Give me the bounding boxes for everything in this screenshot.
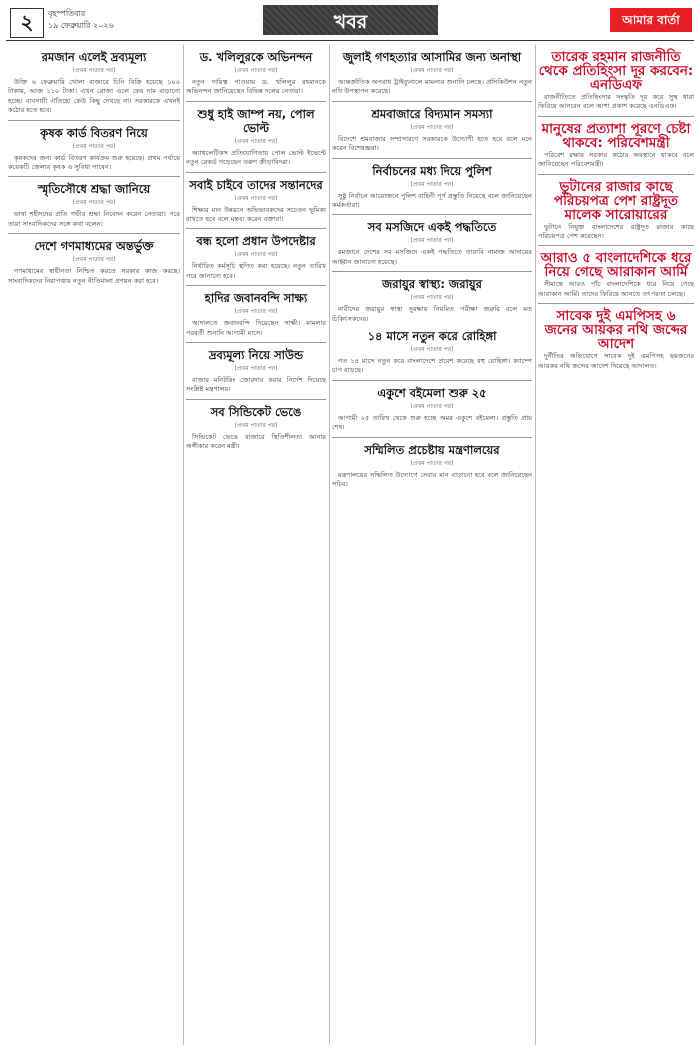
- article-headline[interactable]: হাদির জবানবন্দি সাক্ষ্য: [204, 291, 308, 306]
- article-headline[interactable]: দেশে গণমাধ্যমের অন্তর্ভুক্ত: [34, 239, 154, 254]
- article-body: [186, 78, 326, 97]
- page-number: ২: [10, 8, 44, 38]
- article-text: আন্তর্জাতিক অপরাধ ট্রাইব্যুনালে মামলার শুনানি চলছে। প্রসিকিউশন নতুন নথি উপস্থাপন করেছে।: [332, 78, 532, 96]
- article-text: শিক্ষার মান উন্নয়নে অভিভাবকদের সচেতন ভূমিকা রাখতে হবে বলে মন্তব্য করেন বক্তারা।: [186, 205, 326, 224]
- article: [538, 245, 694, 299]
- article-text: মন্ত্রণালয়ের সম্মিলিত উদ্যোগে সেবার মান বাড়ানো হবে বলে জানিয়েছেন সচিব।: [332, 470, 532, 489]
- continuation-note: (প্রথম পাতার পর): [410, 180, 454, 188]
- article-separator: [332, 101, 532, 102]
- article-separator: [8, 233, 180, 234]
- article-body: [538, 352, 694, 371]
- continuation-note: (প্রথম পাতার পর): [234, 194, 278, 202]
- article: [8, 233, 180, 286]
- article: [186, 228, 326, 281]
- article-text: অ্যাথলেটিকস প্রতিযোগিতায় পোল ভোল্ট ইভেন্টে নতুন রেকর্ড গড়েছেন তরুণ ক্রীড়াবিদরা।: [186, 148, 326, 167]
- article-headline[interactable]: সাবেক দুই এমপিসহ ৬ জনের আয়কর নথি জব্দের আদেশ: [544, 308, 688, 353]
- column-divider: [329, 45, 330, 1045]
- continuation-note: (প্রথম পাতার পর): [234, 421, 278, 429]
- article-headline[interactable]: নির্বাচনের মধ্য দিয়ে পুলিশ: [372, 163, 492, 178]
- article-headline[interactable]: সব সিন্ডিকেট ভেঙে: [210, 404, 302, 419]
- continuation-note: (প্রথম পাতার পর): [410, 123, 454, 131]
- continuation-note: (প্রথম পাতার পর): [234, 137, 278, 145]
- article-headline[interactable]: দ্রব্যমূল্য নিয়ে সাউন্ড: [208, 348, 304, 363]
- article-text: উক্তি ৬ ফেব্রুয়ারি খোলা বাজারে চিনি বিক্রি হয়েছে ১০০ টাকায়, আজ ১১০ টাকা। এখন রোজা এলে ফের দাম বাড়ানো হচ্ছে। ব্যবসায়ী ঐতিহ্যে কেউ কিছু দেখছে না। সরকারকে এখনই কঠোর হতে হবে।: [8, 78, 180, 115]
- article: [332, 437, 532, 490]
- article-body: [332, 192, 532, 211]
- continuation-note: (প্রথম পাতার পর): [410, 402, 454, 410]
- article-headline[interactable]: কৃষক কার্ড বিতরণ নিয়ে: [40, 125, 148, 140]
- article-separator: [186, 101, 326, 102]
- column-4: [538, 45, 694, 1045]
- continuation-note: (প্রথম পাতার পর): [410, 346, 454, 354]
- article-separator: [538, 245, 694, 246]
- article-body: [186, 206, 326, 225]
- article-separator: [538, 116, 694, 117]
- article-text: সীমান্তে আরও পাঁচ বাংলাদেশিকে ধরে নিয়ে গেছে আরাকান আর্মি। তাদের ফিরিয়ে আনতে তৎপরতা চলছে।: [538, 280, 694, 298]
- continuation-note: (প্রথম পাতার পর): [234, 365, 278, 373]
- article: [186, 399, 326, 452]
- column-divider: [183, 45, 184, 1045]
- article-headline[interactable]: শ্রমবাজারে বিদ্যমান সমস্যা: [371, 106, 493, 121]
- article: [186, 172, 326, 225]
- continuation-note: (প্রথম পাতার পর): [72, 199, 116, 207]
- article-headline[interactable]: ১৪ মাসে নতুন করে রোহিঙ্গা: [367, 329, 497, 344]
- continuation-note: (প্রথম পাতার পর): [72, 67, 116, 74]
- article: [538, 174, 694, 242]
- article-body: [8, 154, 180, 173]
- article: [332, 101, 532, 154]
- article-body: [186, 433, 326, 452]
- article-separator: [186, 285, 326, 286]
- article-text: বাজার মনিটরিং জোরদার করার নির্দেশ দিয়েছে সংশ্লিষ্ট মন্ত্রণালয়।: [186, 376, 326, 394]
- article: [8, 176, 180, 229]
- article-body: [186, 376, 326, 395]
- article-text: নারীদের জরায়ুর স্বাস্থ্য সুরক্ষায় নিয়মিত পরীক্ষা জরুরি বলে মত চিকিৎসকদের।: [332, 305, 532, 323]
- article-text: সিন্ডিকেট ভেঙে বাজারে স্থিতিশীলতা আনার অঙ্গীকার করেন মন্ত্রী।: [186, 432, 326, 451]
- continuation-note: (প্রথম পাতার পর): [234, 308, 278, 316]
- article-body: [332, 414, 532, 433]
- article: [538, 50, 694, 112]
- article-headline[interactable]: রমজান এলেই দ্রব্যমূল্য: [41, 50, 147, 64]
- article-text: আদালতে জবানবন্দি দিয়েছেন সাক্ষী। মামলার পরবর্তী শুনানি আগামী মাসে।: [186, 319, 326, 337]
- article-text: কৃষকদের জন্য কার্ড বিতরণ কার্যক্রম শুরু হয়েছে। প্রথম পর্যায়ে কয়েকটি জেলার কৃষক এ সুবিধা পাবেন।: [8, 153, 180, 172]
- header-rule: [6, 40, 694, 41]
- article: [332, 380, 532, 433]
- article-separator: [332, 214, 532, 215]
- article-headline[interactable]: একুশে বইমেলা শুরু ২৫: [377, 385, 487, 400]
- article: [332, 214, 532, 267]
- article-headline[interactable]: জুলাই গণহত্যার আসামির জন্য অনাস্থা: [342, 50, 522, 64]
- page-header: [0, 0, 700, 40]
- article: [186, 342, 326, 395]
- article-text: ভুটানে নিযুক্ত বাংলাদেশের রাষ্ট্রদূত রাজার কাছে পরিচয়পত্র পেশ করেছেন।: [538, 222, 694, 241]
- article-body: [538, 93, 694, 112]
- continuation-note: (প্রথম পাতার পর): [410, 294, 454, 302]
- article-body: [332, 471, 532, 490]
- article: [332, 158, 532, 211]
- article-separator: [186, 342, 326, 343]
- article: [538, 116, 694, 170]
- article: [332, 329, 532, 376]
- article-headline[interactable]: শুধু হাই জাম্প নয়, পোল ভোল্ট: [197, 106, 315, 135]
- article: [186, 285, 326, 338]
- article: [186, 50, 326, 97]
- article-separator: [8, 120, 180, 121]
- article-headline[interactable]: জরায়ুর স্বাস্থ্য: জরায়ুর: [382, 277, 482, 292]
- article-body: [538, 223, 694, 242]
- article-body: [332, 78, 532, 97]
- article: [8, 120, 180, 173]
- article-text: ভাষা শহীদদের প্রতি গভীর শ্রদ্ধা নিবেদন করেন নেতারা। পরে তারা সাংবাদিকদের সঙ্গে কথা বলেন।: [8, 210, 180, 228]
- continuation-note: (প্রথম পাতার পর): [410, 67, 454, 74]
- column-divider: [535, 45, 536, 1045]
- article-text: গত ১৪ মাসে নতুন করে বাংলাদেশে প্রবেশ করেছে বহু রোহিঙ্গা। ক্যাম্পে চাপ বাড়ছে।: [332, 357, 532, 375]
- article: [332, 50, 532, 97]
- article-headline[interactable]: সব মসজিদে একই পদ্ধতিতে: [367, 220, 497, 235]
- article-text: রাজনীতিতে প্রতিহিংসার সংস্কৃতি দূর করে সুস্থ ধারা ফিরিয়ে আনবেন বলে আশা প্রকাশ করেছে এনডিএফ।: [538, 93, 694, 111]
- article-headline[interactable]: ড. খলিলুরকে অভিনন্দন: [199, 50, 313, 64]
- article-body: [186, 319, 326, 338]
- article-body: [332, 305, 532, 324]
- article-headline[interactable]: স্মৃতিসৌধে শ্রদ্ধা জানিয়ে: [37, 182, 151, 197]
- header-date: [48, 8, 114, 32]
- continuation-note: (প্রথম পাতার পর): [234, 251, 278, 259]
- article-separator: [332, 437, 532, 438]
- article-separator: [332, 158, 532, 159]
- article-headline[interactable]: সম্মিলিত প্রচেষ্টায় মন্ত্রণালয়ের: [364, 442, 500, 457]
- weekday: বৃহস্পতিবার: [48, 9, 86, 18]
- article-headline[interactable]: বন্ধ হলো প্রধান উপদেষ্টার: [196, 234, 316, 249]
- article-headline[interactable]: আরাও ৫ বাংলাদেশিকে ধরে নিয়ে গেছে আরাকান আর্মি: [540, 250, 692, 281]
- article-body: [8, 210, 180, 229]
- article-text: রমজানে দেশের সব মসজিদে একই পদ্ধতিতে তারাবি নামাজ আদায়ের আহ্বান জানানো হয়েছে।: [332, 248, 532, 266]
- article-text: বিদেশে শ্রমবাজার সম্প্রসারণে সরকারকে উদ্যোগী হতে হবে বলে মনে করেন বিশেষজ্ঞরা।: [332, 134, 532, 153]
- article-separator: [8, 176, 180, 177]
- newspaper-logo: আমার বার্তা: [610, 8, 692, 32]
- column-3-bottom: [332, 329, 532, 489]
- article-body: [332, 357, 532, 376]
- date: ১৯ ফেব্রুয়ারি ২০২৬: [48, 21, 114, 30]
- continuation-note: (প্রথম পাতার পর): [72, 142, 116, 150]
- article-separator: [538, 303, 694, 304]
- continuation-note: (প্রথম পাতার পর): [410, 237, 454, 245]
- article-separator: [186, 172, 326, 173]
- continuation-note: (প্রথম পাতার পর): [72, 256, 116, 264]
- continuation-note: (প্রথম পাতার পর): [410, 459, 454, 467]
- article-text: নতুন দায়িত্ব পাওয়ায় ড. খলিলুর রহমানকে অভিনন্দন জানিয়েছেন বিভিন্ন দলের নেতারা।: [186, 78, 326, 96]
- column-1: [8, 45, 180, 1045]
- article-body: [8, 78, 180, 116]
- column-2: [186, 45, 326, 1045]
- section-title: খবর: [333, 11, 368, 33]
- article-body: [332, 135, 532, 154]
- article-text: গণমাধ্যমের স্বাধীনতা নিশ্চিত করতে সরকার কাজ করছে। সাংবাদিকদের নিরাপত্তায় নতুন নীতিমালা প্রণয়ন করা হবে।: [8, 267, 180, 285]
- article-text: পরিবেশ রক্ষায় সরকার কঠোর অবস্থানে থাকবে বলে জানিয়েছেন পরিবেশমন্ত্রী।: [538, 150, 694, 169]
- article-body: [186, 149, 326, 168]
- article-text: সুষ্ঠু নির্বাচন আয়োজনে পুলিশ বাহিনী পূর্ণ প্রস্তুতি নিয়েছে বলে জানিয়েছেন কর্মকর্তারা।: [332, 191, 532, 210]
- article-separator: [186, 228, 326, 229]
- article-separator: [332, 271, 532, 272]
- article-body: [186, 262, 326, 281]
- article-headline[interactable]: মানুষের প্রত্যাশা পূরণে চেষ্টা থাকবে: পরিবেশমন্ত্রী: [541, 120, 691, 151]
- section-banner: [263, 5, 438, 35]
- article-body: [8, 267, 180, 286]
- article-headline[interactable]: ভুটানের রাজার কাছে পরিচয়পত্র পেশ রাষ্ট্রদূত মালেক সারোয়ারের: [554, 178, 678, 223]
- article: [8, 50, 180, 116]
- article-separator: [538, 174, 694, 175]
- article-text: নির্ধারিত কর্মসূচি স্থগিত করা হয়েছে। নতুন তারিখ পরে জানানো হবে।: [186, 262, 326, 280]
- article-text: দুর্নীতির অভিযোগে সাবেক দুই এমপিসহ ছয়জনের আয়কর নথি জব্দের আদেশ দিয়েছে আদালত।: [538, 352, 694, 370]
- column-3-top: [332, 50, 532, 324]
- article-body: [332, 248, 532, 267]
- article: [538, 303, 694, 371]
- article-headline[interactable]: তারেক রহমান রাজনীতি থেকে প্রতিহিংসা দূর করবেন: এনডিএফ: [538, 49, 694, 93]
- article-separator: [332, 380, 532, 381]
- continuation-note: (প্রথম পাতার পর): [234, 67, 278, 74]
- article: [186, 101, 326, 168]
- article-headline[interactable]: সবাই চাইবে তাদের সন্তানদের: [189, 177, 323, 192]
- article: [332, 271, 532, 324]
- article-separator: [186, 399, 326, 400]
- article-body: [538, 151, 694, 170]
- column-3: [332, 45, 532, 1045]
- article-text: আগামী ২৫ তারিখ থেকে শুরু হচ্ছে অমর একুশে বইমেলা। প্রস্তুতি প্রায় শেষ।: [332, 413, 532, 432]
- article-body: [538, 280, 694, 299]
